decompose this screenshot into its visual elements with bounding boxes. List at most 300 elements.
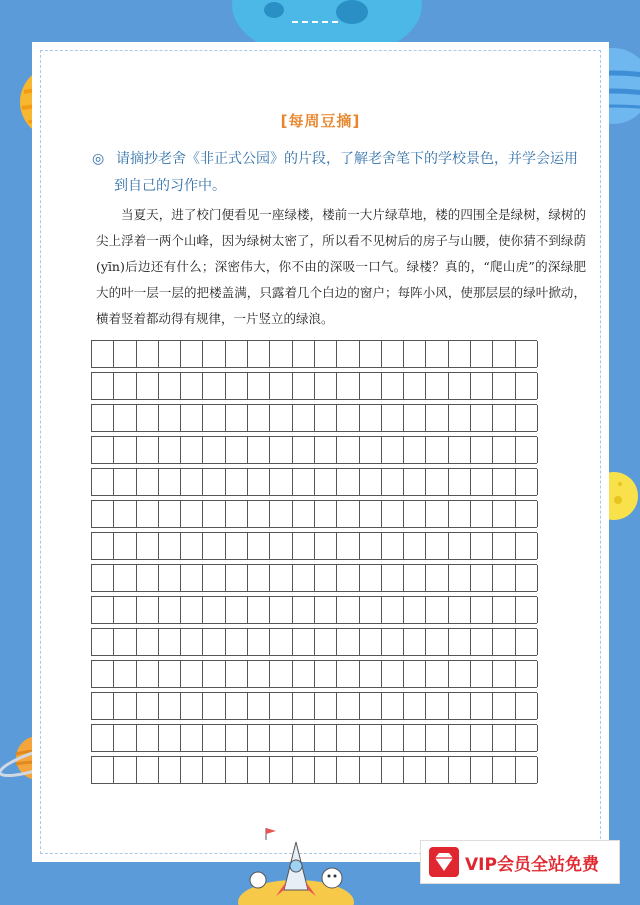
grid-cell[interactable] [270,597,292,623]
grid-cell[interactable] [449,341,471,367]
grid-cell[interactable] [293,661,315,687]
grid-cell[interactable] [270,693,292,719]
grid-cell[interactable] [137,597,159,623]
grid-cell[interactable] [159,597,181,623]
grid-cell[interactable] [426,533,448,559]
grid-cell[interactable] [137,725,159,751]
grid-cell[interactable] [226,533,248,559]
grid-cell[interactable] [360,501,382,527]
grid-cell[interactable] [270,725,292,751]
grid-cell[interactable] [337,469,359,495]
grid-row [91,596,537,624]
grid-cell[interactable] [293,693,315,719]
grid-cell[interactable] [493,533,515,559]
grid-cell[interactable] [248,533,270,559]
grid-cell[interactable] [382,693,404,719]
grid-row [91,340,537,368]
grid-cell[interactable] [382,501,404,527]
grid-cell[interactable] [203,501,225,527]
grid-cell[interactable] [203,661,225,687]
grid-cell[interactable] [248,565,270,591]
grid-cell[interactable] [516,725,538,751]
vip-watermark-banner[interactable] [420,840,620,884]
grid-cell[interactable] [516,757,538,783]
grid-cell[interactable] [226,693,248,719]
grid-cell[interactable] [426,437,448,463]
grid-cell[interactable] [114,693,136,719]
grid-cell[interactable] [426,565,448,591]
grid-cell[interactable] [426,341,448,367]
grid-cell[interactable] [337,501,359,527]
grid-cell[interactable] [471,373,493,399]
grid-cell[interactable] [360,341,382,367]
grid-cell[interactable] [114,725,136,751]
grid-cell[interactable] [516,341,538,367]
grid-cell[interactable] [293,373,315,399]
grid-cell[interactable] [114,373,136,399]
grid-cell[interactable] [181,405,203,431]
grid-cell[interactable] [114,501,136,527]
grid-cell[interactable] [404,661,426,687]
grid-cell[interactable] [159,501,181,527]
grid-cell[interactable] [315,725,337,751]
grid-cell[interactable] [159,725,181,751]
grid-cell[interactable] [270,373,292,399]
grid-cell[interactable] [114,437,136,463]
grid-cell[interactable] [382,725,404,751]
grid-cell[interactable] [449,405,471,431]
grid-cell[interactable] [315,437,337,463]
grid-cell[interactable] [471,501,493,527]
grid-cell[interactable] [114,629,136,655]
grid-cell[interactable] [137,757,159,783]
grid-cell[interactable] [203,725,225,751]
grid-cell[interactable] [159,405,181,431]
grid-cell[interactable] [315,629,337,655]
grid-cell[interactable] [493,341,515,367]
grid-cell[interactable] [337,533,359,559]
grid-cell[interactable] [293,565,315,591]
grid-cell[interactable] [404,405,426,431]
grid-cell[interactable] [226,469,248,495]
grid-cell[interactable] [426,597,448,623]
grid-cell[interactable] [226,373,248,399]
grid-cell[interactable] [92,469,114,495]
grid-cell[interactable] [293,405,315,431]
grid-cell[interactable] [293,469,315,495]
grid-cell[interactable] [493,597,515,623]
grid-cell[interactable] [293,725,315,751]
grid-cell[interactable] [114,597,136,623]
grid-cell[interactable] [114,661,136,687]
grid-cell[interactable] [114,405,136,431]
grid-cell[interactable] [404,565,426,591]
grid-row [91,468,537,496]
grid-cell[interactable] [360,373,382,399]
grid-cell[interactable] [159,373,181,399]
grid-cell[interactable] [516,629,538,655]
grid-cell[interactable] [315,501,337,527]
grid-cell[interactable] [382,757,404,783]
grid-cell[interactable] [493,437,515,463]
grid-cell[interactable] [493,629,515,655]
grid-cell[interactable] [516,501,538,527]
grid-cell[interactable] [337,405,359,431]
grid-cell[interactable] [270,437,292,463]
grid-cell[interactable] [137,661,159,687]
grid-cell[interactable] [137,469,159,495]
grid-cell[interactable] [203,341,225,367]
grid-cell[interactable] [181,725,203,751]
grid-cell[interactable] [270,405,292,431]
grid-cell[interactable] [248,469,270,495]
grid-cell[interactable] [426,501,448,527]
grid-cell[interactable] [493,757,515,783]
grid-cell[interactable] [181,501,203,527]
grid-cell[interactable] [226,341,248,367]
grid-cell[interactable] [137,405,159,431]
grid-cell[interactable] [181,661,203,687]
grid-cell[interactable] [516,469,538,495]
grid-cell[interactable] [137,533,159,559]
grid-cell[interactable] [203,373,225,399]
grid-cell[interactable] [181,629,203,655]
grid-cell[interactable] [248,437,270,463]
grid-cell[interactable] [203,405,225,431]
grid-cell[interactable] [270,469,292,495]
grid-cell[interactable] [137,501,159,527]
grid-cell[interactable] [471,693,493,719]
grid-cell[interactable] [181,597,203,623]
grid-cell[interactable] [181,341,203,367]
grid-cell[interactable] [382,565,404,591]
grid-cell[interactable] [203,469,225,495]
grid-cell[interactable] [382,437,404,463]
grid-cell[interactable] [337,757,359,783]
grid-cell[interactable] [471,629,493,655]
grid-row [91,500,537,528]
writing-grid[interactable] [91,340,537,788]
grid-cell[interactable] [114,469,136,495]
grid-cell[interactable] [293,597,315,623]
grid-cell[interactable] [360,629,382,655]
grid-cell[interactable] [114,533,136,559]
grid-cell[interactable] [516,565,538,591]
grid-cell[interactable] [360,757,382,783]
grid-cell[interactable] [337,565,359,591]
grid-cell[interactable] [382,533,404,559]
grid-cell[interactable] [449,437,471,463]
grid-cell[interactable] [337,597,359,623]
grid-row [91,628,537,656]
grid-cell[interactable] [360,565,382,591]
grid-cell[interactable] [226,757,248,783]
grid-cell[interactable] [248,661,270,687]
grid-cell[interactable] [270,501,292,527]
grid-cell[interactable] [248,405,270,431]
grid-cell[interactable] [159,469,181,495]
grid-cell[interactable] [382,373,404,399]
grid-cell[interactable] [404,597,426,623]
grid-cell[interactable] [382,661,404,687]
grid-cell[interactable] [181,565,203,591]
grid-cell[interactable] [293,757,315,783]
grid-cell[interactable] [226,501,248,527]
grid-cell[interactable] [92,597,114,623]
grid-cell[interactable] [248,501,270,527]
grid-cell[interactable] [516,693,538,719]
grid-cell[interactable] [337,693,359,719]
grid-cell[interactable] [159,757,181,783]
grid-cell[interactable] [92,661,114,687]
grid-cell[interactable] [92,533,114,559]
grid-cell[interactable] [449,725,471,751]
bullet-icon: ◎ [92,151,105,167]
grid-cell[interactable] [92,565,114,591]
grid-cell[interactable] [226,597,248,623]
grid-cell[interactable] [516,373,538,399]
grid-cell[interactable] [426,661,448,687]
grid-cell[interactable] [360,725,382,751]
grid-cell[interactable] [270,533,292,559]
grid-cell[interactable] [248,693,270,719]
grid-cell[interactable] [159,341,181,367]
grid-cell[interactable] [248,597,270,623]
grid-cell[interactable] [426,373,448,399]
grid-cell[interactable] [226,437,248,463]
grid-cell[interactable] [471,341,493,367]
grid-cell[interactable] [159,533,181,559]
grid-cell[interactable] [181,373,203,399]
grid-cell[interactable] [493,693,515,719]
grid-cell[interactable] [404,341,426,367]
grid-cell[interactable] [404,725,426,751]
excerpt-passage: 当夏天，进了校门便看见一座绿楼，楼前一大片绿草地，楼的四围全是绿树，绿树的尖上浮着一两个山峰，因为绿树太密了，所以看不见树后的房子与山腰，使你猜不到绿荫(yīn)后边还有什么；深密伟大，你不由的深吸一口气。绿楼？真的，“爬山虎”的深绿肥大的叶一层一层的把楼盖满，只露着几个白边的窗户；每阵小风，使那层层的绿叶掀动，横着竖着都动得有规律，一片竖立的绿浪。 [96,207,586,326]
grid-cell[interactable] [493,373,515,399]
grid-cell[interactable] [181,693,203,719]
grid-cell[interactable] [270,629,292,655]
grid-cell[interactable] [92,629,114,655]
grid-cell[interactable] [360,661,382,687]
grid-cell[interactable] [382,469,404,495]
grid-cell[interactable] [426,693,448,719]
grid-cell[interactable] [449,533,471,559]
grid-cell[interactable] [248,341,270,367]
grid-cell[interactable] [315,341,337,367]
grid-cell[interactable] [270,341,292,367]
grid-cell[interactable] [337,725,359,751]
grid-cell[interactable] [449,469,471,495]
grid-cell[interactable] [449,501,471,527]
grid-cell[interactable] [449,565,471,591]
grid-cell[interactable] [114,565,136,591]
grid-cell[interactable] [159,565,181,591]
grid-cell[interactable] [404,693,426,719]
grid-cell[interactable] [404,629,426,655]
grid-cell[interactable] [137,437,159,463]
grid-cell[interactable] [404,501,426,527]
grid-cell[interactable] [337,661,359,687]
grid-cell[interactable] [315,757,337,783]
grid-cell[interactable] [516,405,538,431]
grid-cell[interactable] [404,437,426,463]
grid-cell[interactable] [315,565,337,591]
grid-cell[interactable] [181,469,203,495]
vip-watermark-text: VIP会员全站免费 [465,854,599,875]
grid-cell[interactable] [293,437,315,463]
grid-cell[interactable] [360,437,382,463]
grid-cell[interactable] [337,341,359,367]
grid-cell[interactable] [92,757,114,783]
grid-cell[interactable] [449,757,471,783]
grid-cell[interactable] [404,757,426,783]
grid-cell[interactable] [382,341,404,367]
grid-cell[interactable] [114,757,136,783]
grid-cell[interactable] [248,629,270,655]
grid-cell[interactable] [92,725,114,751]
grid-cell[interactable] [203,757,225,783]
grid-cell[interactable] [293,501,315,527]
grid-row [91,692,537,720]
grid-cell[interactable] [293,341,315,367]
grid-cell[interactable] [92,405,114,431]
grid-row [91,372,537,400]
grid-cell[interactable] [248,373,270,399]
grid-cell[interactable] [181,437,203,463]
grid-cell[interactable] [137,693,159,719]
grid-cell[interactable] [360,533,382,559]
grid-cell[interactable] [360,405,382,431]
grid-cell[interactable] [315,693,337,719]
grid-cell[interactable] [203,533,225,559]
grid-cell[interactable] [471,661,493,687]
instruction-line-1: 请摘抄老舍《非正式公园》的片段，了解老舍笔下的学校景色，并学会运用 [116,151,578,167]
grid-cell[interactable] [471,725,493,751]
grid-cell[interactable] [137,373,159,399]
grid-cell[interactable] [137,341,159,367]
grid-cell[interactable] [203,565,225,591]
grid-cell[interactable] [404,469,426,495]
grid-cell[interactable] [449,629,471,655]
instruction-line-2: 到自己的习作中。 [114,178,226,194]
grid-cell[interactable] [493,405,515,431]
grid-cell[interactable] [315,597,337,623]
grid-cell[interactable] [270,661,292,687]
grid-cell[interactable] [449,693,471,719]
grid-cell[interactable] [315,533,337,559]
grid-cell[interactable] [471,565,493,591]
grid-cell[interactable] [360,469,382,495]
grid-cell[interactable] [270,757,292,783]
grid-cell[interactable] [360,693,382,719]
grid-cell[interactable] [92,501,114,527]
grid-cell[interactable] [315,405,337,431]
grid-cell[interactable] [293,629,315,655]
grid-cell[interactable] [493,565,515,591]
grid-cell[interactable] [248,757,270,783]
grid-cell[interactable] [181,757,203,783]
grid-cell[interactable] [92,341,114,367]
grid-cell[interactable] [360,597,382,623]
grid-cell[interactable] [471,405,493,431]
grid-cell[interactable] [159,437,181,463]
grid-cell[interactable] [226,629,248,655]
grid-cell[interactable] [293,533,315,559]
grid-cell[interactable] [248,725,270,751]
grid-row [91,724,537,752]
grid-cell[interactable] [471,757,493,783]
grid-cell[interactable] [92,693,114,719]
grid-cell[interactable] [516,661,538,687]
grid-cell[interactable] [92,373,114,399]
grid-cell[interactable] [471,597,493,623]
grid-cell[interactable] [382,629,404,655]
grid-cell[interactable] [426,725,448,751]
grid-cell[interactable] [226,405,248,431]
grid-cell[interactable] [516,597,538,623]
grid-cell[interactable] [181,533,203,559]
grid-cell[interactable] [426,405,448,431]
grid-cell[interactable] [159,629,181,655]
grid-cell[interactable] [337,437,359,463]
grid-row [91,756,537,784]
grid-cell[interactable] [426,629,448,655]
grid-cell[interactable] [404,533,426,559]
grid-cell[interactable] [203,437,225,463]
grid-cell[interactable] [315,373,337,399]
grid-cell[interactable] [382,597,404,623]
grid-cell[interactable] [137,565,159,591]
section-title: [每周豆摘] [280,112,361,130]
grid-row [91,436,537,464]
grid-cell[interactable] [471,469,493,495]
grid-cell[interactable] [203,629,225,655]
grid-cell[interactable] [493,725,515,751]
grid-cell[interactable] [516,533,538,559]
grid-cell[interactable] [516,437,538,463]
grid-cell[interactable] [137,629,159,655]
grid-cell[interactable] [315,469,337,495]
diamond-icon [429,847,459,877]
grid-cell[interactable] [337,629,359,655]
grid-cell[interactable] [203,597,225,623]
grid-cell[interactable] [92,437,114,463]
grid-cell[interactable] [270,565,292,591]
grid-cell[interactable] [426,469,448,495]
grid-cell[interactable] [226,725,248,751]
grid-cell[interactable] [159,661,181,687]
grid-cell[interactable] [203,693,225,719]
grid-cell[interactable] [114,341,136,367]
grid-cell[interactable] [382,405,404,431]
grid-cell[interactable] [426,757,448,783]
grid-cell[interactable] [449,597,471,623]
grid-cell[interactable] [226,565,248,591]
grid-cell[interactable] [493,501,515,527]
grid-cell[interactable] [493,661,515,687]
grid-cell[interactable] [471,437,493,463]
rocket-robot-illustration-icon [236,820,356,905]
grid-cell[interactable] [315,661,337,687]
grid-cell[interactable] [449,661,471,687]
grid-cell[interactable] [449,373,471,399]
grid-cell[interactable] [493,469,515,495]
grid-cell[interactable] [404,373,426,399]
grid-cell[interactable] [226,661,248,687]
grid-cell[interactable] [471,533,493,559]
grid-cell[interactable] [337,373,359,399]
grid-cell[interactable] [159,693,181,719]
